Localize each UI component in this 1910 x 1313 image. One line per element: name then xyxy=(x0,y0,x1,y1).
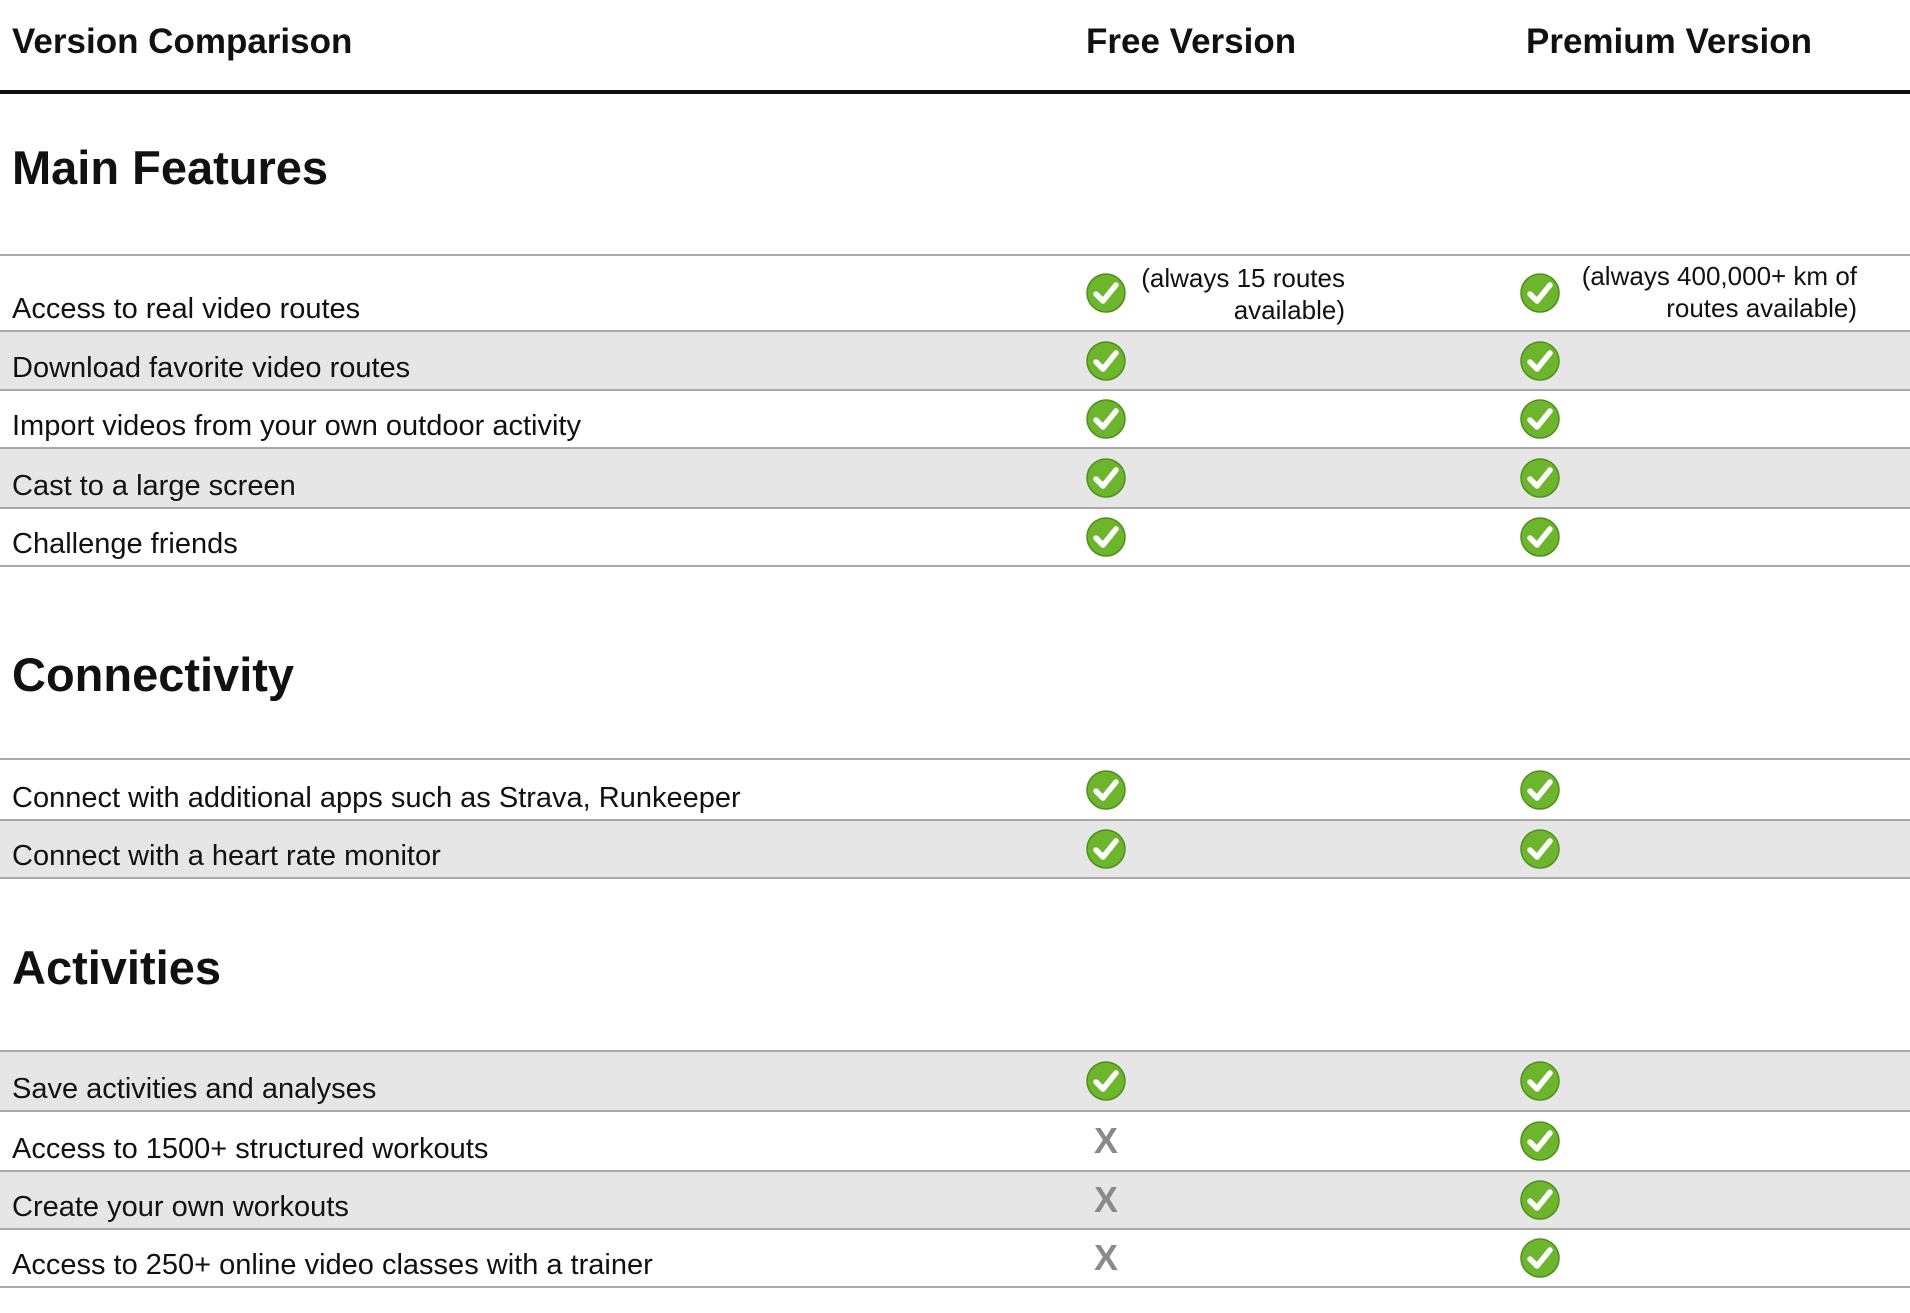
check-circle-icon xyxy=(1085,828,1127,870)
x-icon: X xyxy=(1093,1179,1118,1220)
free-cell xyxy=(1085,1179,1127,1221)
premium-cell xyxy=(1519,1120,1561,1162)
premium-cell xyxy=(1519,516,1561,558)
free-cell xyxy=(1085,516,1127,558)
table-row xyxy=(0,507,1910,567)
feature-label: Import videos from your own outdoor activity xyxy=(12,410,581,442)
check-circle-icon xyxy=(1085,457,1127,499)
x-icon: X xyxy=(1093,1120,1118,1161)
feature-label: Download favorite video routes xyxy=(12,352,411,384)
table-row xyxy=(0,389,1910,447)
free-cell xyxy=(1085,398,1127,440)
free-cell xyxy=(1085,769,1127,811)
check-circle-icon xyxy=(1519,769,1561,811)
check-circle-icon xyxy=(1519,340,1561,382)
free-cell xyxy=(1085,457,1127,499)
table-row xyxy=(0,1050,1910,1110)
feature-label: Connect with additional apps such as Strava, Runkeeper xyxy=(12,782,741,814)
check-circle-icon xyxy=(1085,398,1127,440)
check-circle-icon xyxy=(1085,769,1127,811)
section-title-connectivity: Connectivity xyxy=(12,648,295,701)
check-circle-icon xyxy=(1519,398,1561,440)
premium-cell xyxy=(1519,828,1561,870)
check-circle-icon xyxy=(1085,340,1127,382)
feature-label: Challenge friends xyxy=(12,528,238,560)
premium-cell xyxy=(1519,1237,1561,1279)
premium-cell xyxy=(1519,1179,1561,1221)
premium-cell xyxy=(1519,769,1561,811)
feature-label: Cast to a large screen xyxy=(12,470,296,502)
free-cell xyxy=(1085,1120,1127,1162)
premium-cell xyxy=(1519,340,1561,382)
free-cell xyxy=(1085,1237,1127,1279)
check-circle-icon xyxy=(1519,516,1561,558)
feature-label: Connect with a heart rate monitor xyxy=(12,840,441,872)
section-title-activities: Activities xyxy=(12,941,221,994)
feature-label: Access to 250+ online video classes with a trainer xyxy=(12,1249,653,1281)
feature-label: Access to 1500+ structured workouts xyxy=(12,1133,489,1165)
check-circle-icon xyxy=(1085,516,1127,558)
check-circle-icon xyxy=(1085,1060,1127,1102)
comparison-header xyxy=(0,0,1910,94)
free-cell xyxy=(1085,340,1127,382)
header-premium-version: Premium Version xyxy=(1526,22,1812,61)
feature-label: Create your own workouts xyxy=(12,1191,349,1223)
check-circle-icon xyxy=(1519,1120,1561,1162)
table-row xyxy=(0,330,1910,389)
premium-cell xyxy=(1519,272,1561,314)
section-title-main-features: Main Features xyxy=(12,141,329,194)
check-circle-icon xyxy=(1519,457,1561,499)
check-circle-icon xyxy=(1085,272,1127,314)
table-row xyxy=(0,1170,1910,1228)
table-row xyxy=(0,1228,1910,1288)
table-row xyxy=(0,758,1910,819)
free-note: (always 15 routes available) xyxy=(1141,263,1345,325)
check-circle-icon xyxy=(1519,1237,1561,1279)
check-circle-icon xyxy=(1519,828,1561,870)
table-row xyxy=(0,254,1910,330)
free-cell xyxy=(1085,1060,1127,1102)
free-cell xyxy=(1085,828,1127,870)
feature-label: Access to real video routes xyxy=(12,293,361,325)
premium-cell xyxy=(1519,1060,1561,1102)
check-circle-icon xyxy=(1519,1060,1561,1102)
header-title: Version Comparison xyxy=(12,22,353,61)
check-circle-icon xyxy=(1519,272,1561,314)
check-circle-icon xyxy=(1519,1179,1561,1221)
premium-cell xyxy=(1519,398,1561,440)
table-row xyxy=(0,819,1910,879)
premium-cell xyxy=(1519,457,1561,499)
table-row xyxy=(0,1110,1910,1170)
premium-note: (always 400,000+ km of routes available) xyxy=(1581,261,1857,323)
table-row xyxy=(0,447,1910,507)
x-icon: X xyxy=(1093,1237,1118,1278)
free-cell xyxy=(1085,272,1127,314)
feature-label: Save activities and analyses xyxy=(12,1073,377,1105)
header-free-version: Free Version xyxy=(1086,22,1297,61)
